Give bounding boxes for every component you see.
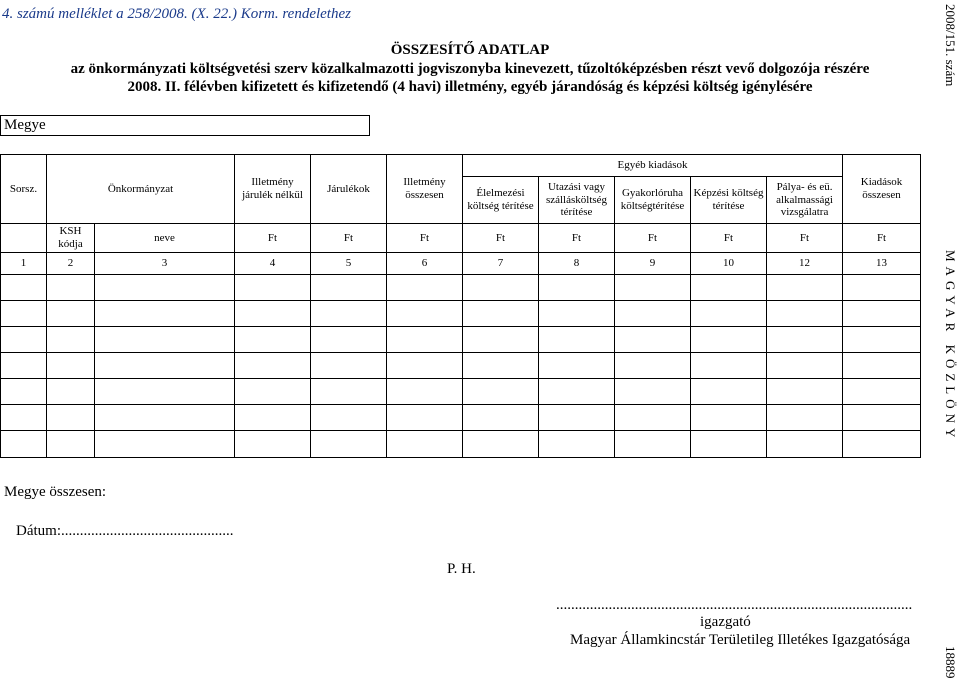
table-cell[interactable] bbox=[95, 405, 235, 431]
table-cell[interactable] bbox=[463, 405, 539, 431]
column-number: 10 bbox=[691, 253, 767, 275]
header-blank-cell bbox=[1, 224, 47, 253]
column-number: 3 bbox=[95, 253, 235, 275]
table-cell[interactable] bbox=[235, 405, 311, 431]
table-cell[interactable] bbox=[843, 353, 921, 379]
table-cell[interactable] bbox=[95, 275, 235, 301]
table-cell[interactable] bbox=[235, 379, 311, 405]
column-number: 8 bbox=[539, 253, 615, 275]
table-cell[interactable] bbox=[95, 301, 235, 327]
header-utazasi: Utazási vagy szállásköltség térítése bbox=[539, 177, 615, 224]
header-illetmeny-osszesen: Illetmény összesen bbox=[387, 155, 463, 224]
table-cell[interactable] bbox=[539, 353, 615, 379]
table-row bbox=[1, 327, 921, 353]
date-field[interactable]: Dátum:.............................................. bbox=[16, 523, 234, 539]
unit-cell: Ft bbox=[235, 224, 311, 253]
header-kiadasok-osszesen: Kiadások összesen bbox=[843, 155, 921, 224]
table-cell[interactable] bbox=[691, 431, 767, 458]
table-cell[interactable] bbox=[47, 431, 95, 458]
unit-cell: Ft bbox=[615, 224, 691, 253]
table-row bbox=[1, 353, 921, 379]
column-number: 12 bbox=[767, 253, 843, 275]
table-cell[interactable] bbox=[843, 379, 921, 405]
megye-field[interactable] bbox=[0, 115, 370, 136]
table-cell[interactable] bbox=[615, 379, 691, 405]
column-number: 6 bbox=[387, 253, 463, 275]
unit-cell: Ft bbox=[387, 224, 463, 253]
table-cell[interactable] bbox=[387, 431, 463, 458]
header-onkormanyzat: Önkormányzat bbox=[47, 155, 235, 224]
table-cell[interactable] bbox=[463, 431, 539, 458]
table-cell[interactable] bbox=[539, 379, 615, 405]
table-cell[interactable] bbox=[387, 353, 463, 379]
table-cell[interactable] bbox=[691, 275, 767, 301]
table-row bbox=[1, 301, 921, 327]
table-row bbox=[1, 275, 921, 301]
table-cell[interactable] bbox=[1, 275, 47, 301]
table-cell[interactable] bbox=[767, 327, 843, 353]
column-number: 7 bbox=[463, 253, 539, 275]
table-cell[interactable] bbox=[615, 301, 691, 327]
signature-role: igazgató bbox=[700, 614, 751, 630]
table-cell[interactable] bbox=[843, 301, 921, 327]
column-number: 4 bbox=[235, 253, 311, 275]
table-cell[interactable] bbox=[235, 275, 311, 301]
table-cell[interactable] bbox=[843, 327, 921, 353]
unit-cell: Ft bbox=[767, 224, 843, 253]
table-cell[interactable] bbox=[691, 301, 767, 327]
megye-total-label: Megye összesen: bbox=[4, 484, 107, 500]
table-cell[interactable] bbox=[615, 327, 691, 353]
table-cell[interactable] bbox=[539, 431, 615, 458]
header-illetmeny-jarulek-nelkul: Illetmény járulék nélkül bbox=[235, 155, 311, 224]
table-cell[interactable] bbox=[539, 327, 615, 353]
table-cell[interactable] bbox=[539, 301, 615, 327]
column-number: 9 bbox=[615, 253, 691, 275]
table-cell[interactable] bbox=[311, 353, 387, 379]
table-cell[interactable] bbox=[95, 353, 235, 379]
table-cell[interactable] bbox=[1, 327, 47, 353]
page-number: 18889 bbox=[943, 646, 958, 679]
table-cell[interactable] bbox=[47, 327, 95, 353]
table-cell[interactable] bbox=[843, 431, 921, 458]
journal-name: MAGYAR KÖZLÖNY bbox=[943, 250, 958, 443]
table-cell[interactable] bbox=[311, 379, 387, 405]
table-cell[interactable] bbox=[767, 431, 843, 458]
header-sorsz: Sorsz. bbox=[1, 155, 47, 224]
unit-cell: Ft bbox=[539, 224, 615, 253]
table-cell[interactable] bbox=[463, 275, 539, 301]
table-cell[interactable] bbox=[1, 431, 47, 458]
unit-cell: Ft bbox=[311, 224, 387, 253]
issue-number: 2008/151. szám bbox=[943, 4, 958, 87]
table-cell[interactable] bbox=[235, 431, 311, 458]
table-cell[interactable] bbox=[47, 405, 95, 431]
header-jarulekok: Járulékok bbox=[311, 155, 387, 224]
table-cell[interactable] bbox=[615, 275, 691, 301]
table-cell[interactable] bbox=[767, 353, 843, 379]
table-cell[interactable] bbox=[47, 379, 95, 405]
table-cell[interactable] bbox=[311, 405, 387, 431]
header-neve: neve bbox=[95, 224, 235, 253]
header-egyeb-kiadasok: Egyéb kiadások bbox=[463, 155, 843, 177]
table-cell[interactable] bbox=[691, 353, 767, 379]
table-cell[interactable] bbox=[47, 275, 95, 301]
table-cell[interactable] bbox=[235, 301, 311, 327]
table-cell[interactable] bbox=[1, 379, 47, 405]
table-cell[interactable] bbox=[47, 353, 95, 379]
table-cell[interactable] bbox=[691, 327, 767, 353]
header-gyakorloruha: Gyakorlóruha költségtérítése bbox=[615, 177, 691, 224]
column-number: 1 bbox=[1, 253, 47, 275]
table-cell[interactable] bbox=[95, 327, 235, 353]
table-cell[interactable] bbox=[387, 301, 463, 327]
form-subtitle-line2: 2008. II. félévben kifizetett és kifizetendő (4 havi) illetmény, egyéb járandóság és képzési költség igénylésére bbox=[127, 79, 813, 95]
table-cell[interactable] bbox=[95, 431, 235, 458]
table-cell[interactable] bbox=[311, 275, 387, 301]
table-cell[interactable] bbox=[767, 405, 843, 431]
table-cell[interactable] bbox=[767, 379, 843, 405]
signature-line[interactable]: ............................................................................................... bbox=[556, 597, 913, 613]
column-number: 13 bbox=[843, 253, 921, 275]
unit-cell: Ft bbox=[843, 224, 921, 253]
column-number: 2 bbox=[47, 253, 95, 275]
table-cell[interactable] bbox=[463, 301, 539, 327]
table-cell[interactable] bbox=[235, 353, 311, 379]
table-cell[interactable] bbox=[767, 301, 843, 327]
table-cell[interactable] bbox=[1, 405, 47, 431]
table-cell[interactable] bbox=[1, 353, 47, 379]
table-cell[interactable] bbox=[235, 327, 311, 353]
stamp-placeholder: P. H. bbox=[447, 561, 476, 577]
table-cell[interactable] bbox=[691, 379, 767, 405]
form-subtitle-line1: az önkormányzati költségvetési szerv közalkalmazotti jogviszonyba kinevezett, tűzoltóképzésben részt vevő dolgozója részére bbox=[70, 61, 870, 77]
table-cell[interactable] bbox=[311, 301, 387, 327]
header-palya: Pálya- és eü. alkalmassági vizsgálatra bbox=[767, 177, 843, 224]
data-rows bbox=[1, 275, 921, 458]
table-cell[interactable] bbox=[463, 353, 539, 379]
table-cell[interactable] bbox=[843, 405, 921, 431]
table-row bbox=[1, 379, 921, 405]
header-kepzesi: Képzési költség térítése bbox=[691, 177, 767, 224]
header-elelmezesi: Élelmezési költség térítése bbox=[463, 177, 539, 224]
table-cell[interactable] bbox=[843, 275, 921, 301]
table-cell[interactable] bbox=[311, 327, 387, 353]
header-ksh-kodja: KSH kódja bbox=[47, 224, 95, 253]
table-cell[interactable] bbox=[539, 405, 615, 431]
table-cell[interactable] bbox=[311, 431, 387, 458]
table-cell[interactable] bbox=[387, 405, 463, 431]
table-row bbox=[1, 431, 921, 458]
table-cell[interactable] bbox=[615, 353, 691, 379]
table-cell[interactable] bbox=[1, 301, 47, 327]
table-cell[interactable] bbox=[691, 405, 767, 431]
unit-cell: Ft bbox=[691, 224, 767, 253]
signature-organization: Magyar Államkincstár Területileg Illetékes Igazgatósága bbox=[570, 632, 911, 648]
table-cell[interactable] bbox=[95, 379, 235, 405]
summary-table bbox=[0, 154, 921, 458]
table-cell[interactable] bbox=[387, 327, 463, 353]
unit-cell: Ft bbox=[463, 224, 539, 253]
table-row bbox=[1, 405, 921, 431]
table-cell[interactable] bbox=[387, 379, 463, 405]
table-cell[interactable] bbox=[387, 275, 463, 301]
table-cell[interactable] bbox=[615, 431, 691, 458]
table-cell[interactable] bbox=[463, 327, 539, 353]
column-number: 5 bbox=[311, 253, 387, 275]
annex-title: 4. számú melléklet a 258/2008. (X. 22.) Korm. rendelethez bbox=[2, 6, 351, 22]
table-cell[interactable] bbox=[463, 379, 539, 405]
table-cell[interactable] bbox=[767, 275, 843, 301]
form-title: ÖSSZESÍTŐ ADATLAP bbox=[390, 42, 550, 58]
table-cell[interactable] bbox=[615, 405, 691, 431]
megye-label: Megye bbox=[4, 117, 46, 133]
table-cell[interactable] bbox=[539, 275, 615, 301]
table-cell[interactable] bbox=[47, 301, 95, 327]
